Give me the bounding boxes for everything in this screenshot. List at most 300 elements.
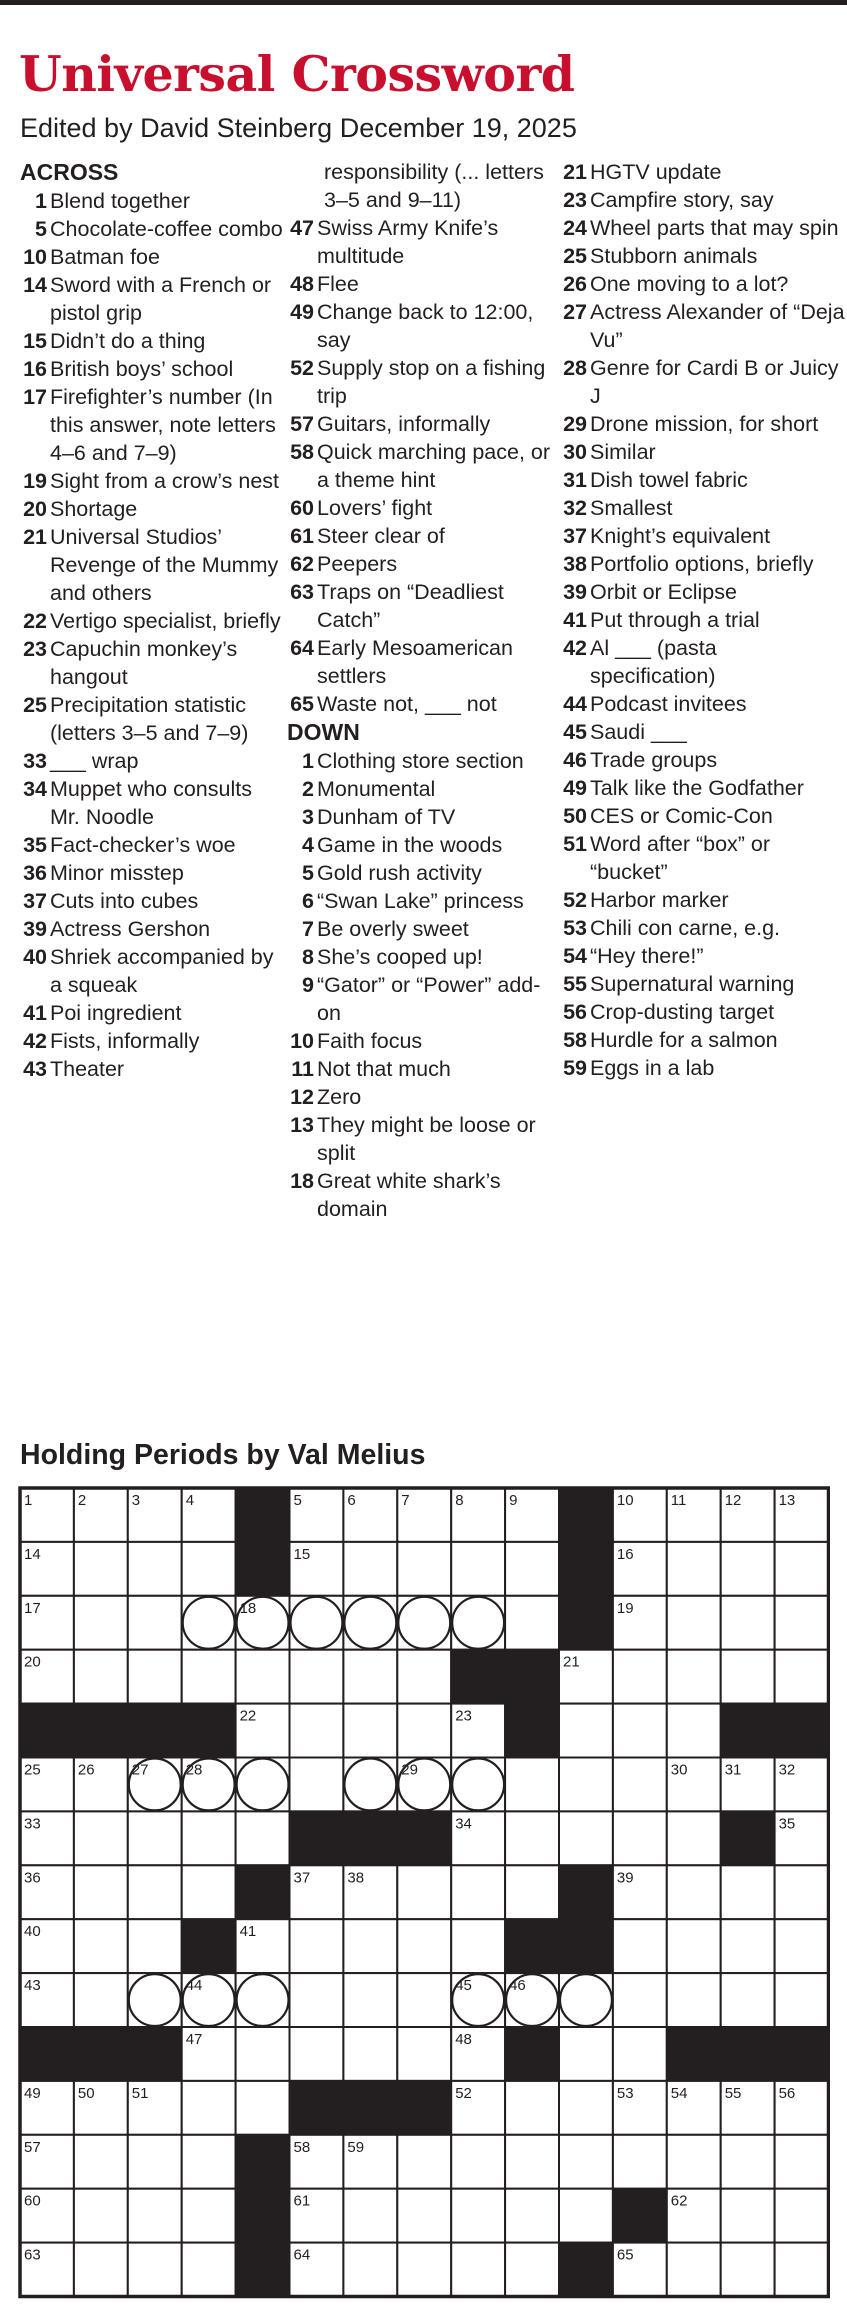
clue-item	[287, 214, 557, 270]
clue-item	[560, 466, 847, 494]
clue-item	[560, 802, 847, 830]
cell-number: 34	[455, 1815, 472, 1833]
cell-number: 22	[239, 1707, 257, 1725]
cell-number: 13	[778, 1492, 796, 1509]
clue-item	[560, 550, 847, 578]
clue-text: Stubborn animals	[590, 244, 758, 268]
grid-cell[interactable]	[182, 2135, 236, 2189]
clue-number: 26	[563, 272, 587, 296]
cell-number: 33	[24, 1815, 41, 1833]
clue-item	[287, 887, 557, 915]
clue-number: 46	[563, 748, 587, 772]
clue-number: 65	[290, 692, 314, 716]
clue-number: 25	[563, 244, 587, 268]
grid-cell[interactable]	[559, 2081, 613, 2135]
clue-item	[287, 690, 557, 718]
grid-cell[interactable]	[397, 1973, 451, 2027]
clue-item	[560, 410, 847, 438]
clue-number: 59	[563, 1056, 587, 1080]
grid-cell[interactable]	[721, 1919, 775, 1973]
cell-number: 1	[24, 1492, 33, 1509]
grid-block	[128, 2027, 182, 2081]
grid-cell[interactable]	[290, 1973, 344, 2027]
clue-text: “Gator” or “Power” add-on	[317, 973, 541, 1025]
clue-number: 22	[23, 609, 47, 633]
grid-cell[interactable]	[667, 1865, 721, 1919]
cell-number: 7	[401, 1492, 410, 1509]
grid-cell[interactable]	[667, 1704, 721, 1758]
grid-cell[interactable]	[613, 2027, 667, 2081]
grid-cell[interactable]	[721, 2135, 775, 2189]
grid-cell[interactable]	[775, 1919, 829, 1973]
cell-number: 35	[778, 1815, 796, 1833]
grid-cell[interactable]	[74, 2135, 128, 2189]
clue-text: HGTV update	[590, 160, 722, 184]
grid-block	[397, 2081, 451, 2135]
grid-cell[interactable]	[505, 1758, 559, 1812]
clue-text: Vertigo specialist, briefly	[50, 609, 281, 633]
clue-text: “Swan Lake” princess	[317, 889, 524, 913]
cell-number: 60	[24, 2192, 41, 2210]
grid-cell[interactable]	[721, 1650, 775, 1704]
grid-cell[interactable]	[128, 1596, 182, 1650]
clue-column-1	[20, 158, 285, 1083]
clue-item	[287, 410, 557, 438]
clue-number: 8	[302, 945, 314, 969]
grid-cell[interactable]	[236, 1811, 290, 1865]
grid-cell[interactable]	[236, 1650, 290, 1704]
grid-cell[interactable]	[182, 1811, 236, 1865]
clue-item	[287, 1111, 557, 1167]
grid-block	[74, 1704, 128, 1758]
grid-cell[interactable]	[290, 1758, 344, 1812]
grid-cell[interactable]	[128, 1811, 182, 1865]
grid-block	[182, 1704, 236, 1758]
grid-cell[interactable]	[290, 1650, 344, 1704]
cell-number: 25	[24, 1761, 41, 1779]
grid-cell[interactable]	[290, 1704, 344, 1758]
clue-number: 37	[23, 889, 47, 913]
clue-number: 11	[291, 1057, 314, 1081]
cell-number: 3	[131, 1492, 141, 1509]
grid-cell[interactable]	[721, 1542, 775, 1596]
grid-cell[interactable]	[128, 1919, 182, 1973]
grid-cell[interactable]	[505, 1596, 559, 1650]
cell-number: 36	[24, 1869, 41, 1887]
grid-cell[interactable]	[343, 2027, 397, 2081]
clue-number: 25	[23, 693, 47, 717]
clue-item	[287, 831, 557, 859]
grid-cell[interactable]	[397, 2135, 451, 2189]
clue-number: 48	[290, 272, 314, 296]
clue-item	[560, 158, 847, 186]
clue-text: Similar	[590, 440, 656, 464]
grid-cell[interactable]	[236, 2027, 290, 2081]
grid-cell[interactable]	[343, 1919, 397, 1973]
grid-cell[interactable]	[74, 1919, 128, 1973]
clue-item	[560, 522, 847, 550]
clue-text: Batman foe	[50, 245, 160, 269]
clue-number: 1	[35, 189, 47, 213]
grid-cell[interactable]	[667, 1596, 721, 1650]
clue-item	[560, 718, 847, 746]
grid-cell[interactable]	[128, 2135, 182, 2189]
clue-number: 55	[563, 972, 587, 996]
grid-block	[343, 1811, 397, 1865]
grid-cell[interactable]	[74, 2243, 128, 2297]
grid-cell[interactable]	[667, 1542, 721, 1596]
clue-item	[560, 746, 847, 774]
grid-cell[interactable]	[721, 1596, 775, 1650]
grid-cell[interactable]	[74, 1865, 128, 1919]
grid-cell[interactable]	[74, 1542, 128, 1596]
grid-cell[interactable]	[397, 1919, 451, 1973]
grid-block	[236, 2243, 290, 2297]
clue-item	[20, 859, 285, 887]
cell-number: 47	[185, 2031, 203, 2048]
clue-item	[560, 242, 847, 270]
clue-text: Knight’s equivalent	[590, 524, 771, 548]
clue-text: Al ___ (pasta specification)	[590, 636, 717, 688]
clue-number: 42	[563, 636, 587, 660]
cell-number: 44	[185, 1977, 203, 1995]
grid-cell[interactable]	[128, 1650, 182, 1704]
clue-text: Lovers’ fight	[317, 496, 433, 520]
grid-cell[interactable]	[559, 2189, 613, 2243]
cell-number: 52	[455, 2084, 472, 2102]
clue-text: Harbor marker	[590, 888, 729, 912]
clue-item	[20, 887, 285, 915]
grid-cell[interactable]	[505, 1542, 559, 1596]
grid-cell[interactable]	[613, 1758, 667, 1812]
grid-cell[interactable]	[451, 2243, 505, 2297]
clue-text: Wheel parts that may spin	[590, 216, 839, 240]
clue-item	[20, 691, 285, 747]
clue-item	[287, 915, 557, 943]
clue-number: 34	[23, 777, 47, 801]
clue-item	[287, 943, 557, 971]
grid-cell[interactable]	[559, 2135, 613, 2189]
grid-cell[interactable]	[182, 2243, 236, 2297]
grid-cell[interactable]	[613, 1811, 667, 1865]
clue-item	[20, 775, 285, 831]
grid-cell[interactable]	[343, 1973, 397, 2027]
grid-cell[interactable]	[128, 2189, 182, 2243]
clue-number: 54	[563, 944, 587, 968]
clue-item	[287, 578, 557, 634]
cell-number: 24	[509, 1707, 526, 1725]
grid-block	[721, 2027, 775, 2081]
clue-text: Portfolio options, briefly	[590, 552, 814, 576]
clue-item	[560, 186, 847, 214]
grid-cell[interactable]	[775, 1650, 829, 1704]
clue-text: Campfire story, say	[590, 188, 774, 212]
grid-block	[20, 1704, 74, 1758]
grid-cell[interactable]	[613, 1704, 667, 1758]
cell-number: 48	[455, 2031, 472, 2048]
clue-item	[20, 383, 285, 467]
grid-cell[interactable]	[505, 2081, 559, 2135]
clue-number: 50	[563, 804, 587, 828]
clue-text: Supply stop on a fishing trip	[317, 356, 546, 408]
grid-cell[interactable]	[721, 1973, 775, 2027]
clue-number: 39	[563, 580, 587, 604]
clue-item	[20, 327, 285, 355]
clue-item	[560, 970, 847, 998]
grid-cell[interactable]	[397, 2027, 451, 2081]
clue-text: Quick marching pace, or a theme hint	[317, 440, 551, 492]
crossword-grid[interactable]	[18, 1486, 830, 2299]
grid-cell[interactable]	[397, 2243, 451, 2297]
cell-number: 46	[509, 1977, 526, 1995]
clue-text: Faith focus	[317, 1029, 423, 1053]
grid-cell[interactable]	[721, 2243, 775, 2297]
clue-item	[20, 607, 285, 635]
clue-item	[287, 803, 557, 831]
clue-text: Put through a trial	[590, 608, 760, 632]
clue-number: 60	[290, 496, 314, 520]
clue-text: Change back to 12:00, say	[317, 300, 534, 352]
grid-cell[interactable]	[290, 2027, 344, 2081]
clue-text: Flee	[317, 272, 359, 296]
cell-number: 40	[24, 1923, 41, 1941]
grid-cell[interactable]	[397, 1865, 451, 1919]
clue-text: Precipitation statistic (letters 3–5 and 7–9)	[50, 693, 249, 745]
grid-block	[775, 1704, 829, 1758]
grid-cell[interactable]	[721, 2189, 775, 2243]
grid-block	[667, 2027, 721, 2081]
grid-cell[interactable]	[559, 1758, 613, 1812]
clue-text: Hurdle for a salmon	[590, 1028, 778, 1052]
grid-cell[interactable]	[613, 1919, 667, 1973]
grid-cell[interactable]	[775, 1973, 829, 2027]
clue-text: Dish towel fabric	[590, 468, 748, 492]
grid-block	[290, 2081, 344, 2135]
clue-number: 43	[23, 1057, 47, 1081]
clue-number: 62	[290, 552, 314, 576]
cell-number: 43	[24, 1977, 41, 1995]
clue-item	[560, 1026, 847, 1054]
clue-item	[20, 215, 285, 243]
grid-cell[interactable]	[397, 2189, 451, 2243]
grid-cell[interactable]	[74, 1650, 128, 1704]
clue-number: 15	[23, 329, 47, 353]
grid-cell[interactable]	[613, 1973, 667, 2027]
clue-section-heading: DOWN	[287, 719, 360, 745]
grid-block	[74, 2027, 128, 2081]
grid-block	[721, 1811, 775, 1865]
grid-block	[559, 1596, 613, 1650]
clue-text: Firefighter’s number (In this answer, note letters 4–6 and 7–9)	[50, 385, 276, 465]
cell-number: 50	[77, 2084, 95, 2102]
grid-cell[interactable]	[74, 1973, 128, 2027]
clue-item	[20, 1027, 285, 1055]
grid-cell[interactable]	[182, 2189, 236, 2243]
grid-cell[interactable]	[451, 2135, 505, 2189]
grid-cell[interactable]	[451, 1865, 505, 1919]
cell-number: 45	[455, 1977, 472, 1995]
cell-number: 32	[778, 1761, 796, 1779]
clue-number: 64	[290, 636, 314, 660]
grid-cell[interactable]	[236, 2081, 290, 2135]
clue-number: 63	[290, 580, 314, 604]
cell-number: 53	[616, 2084, 634, 2102]
clue-item	[20, 915, 285, 943]
cell-number: 11	[670, 1492, 687, 1509]
grid-cell[interactable]	[505, 1865, 559, 1919]
cell-number: 9	[509, 1492, 518, 1509]
cell-number: 27	[131, 1761, 149, 1779]
clue-number: 37	[563, 524, 587, 548]
grid-cell[interactable]	[397, 1650, 451, 1704]
clue-item	[560, 270, 847, 298]
grid-cell[interactable]	[343, 1650, 397, 1704]
grid-block	[128, 1704, 182, 1758]
cell-number: 10	[616, 1492, 634, 1509]
clue-text: They might be loose or split	[317, 1113, 536, 1165]
clue-text: Gold rush activity	[317, 861, 482, 885]
cell-number: 14	[24, 1545, 41, 1563]
clue-text: Chili con carne, e.g.	[590, 916, 781, 940]
cell-number: 29	[401, 1761, 418, 1779]
cell-number: 31	[724, 1761, 742, 1779]
grid-block	[236, 1865, 290, 1919]
clue-item	[20, 523, 285, 607]
grid-cell[interactable]	[667, 1919, 721, 1973]
clue-text: Cuts into cubes	[50, 889, 199, 913]
clue-text: Genre for Cardi B or Juicy J	[590, 356, 839, 408]
clue-number: 3	[302, 805, 314, 829]
cell-number: 26	[77, 1761, 95, 1779]
grid-cell[interactable]	[559, 1704, 613, 1758]
grid-cell[interactable]	[128, 1865, 182, 1919]
clue-number: 5	[302, 861, 314, 885]
grid-cell[interactable]	[343, 1542, 397, 1596]
grid-cell[interactable]	[559, 1811, 613, 1865]
grid-cell[interactable]	[775, 1596, 829, 1650]
cell-number: 17	[24, 1599, 41, 1617]
cell-number: 61	[293, 2192, 311, 2210]
clue-text: Didn’t do a thing	[50, 329, 206, 353]
grid-cell[interactable]	[613, 2135, 667, 2189]
grid-cell[interactable]	[775, 2189, 829, 2243]
grid-cell[interactable]	[182, 1865, 236, 1919]
grid-cell[interactable]	[451, 1542, 505, 1596]
cell-number: 37	[293, 1869, 311, 1887]
clue-number: 10	[290, 1029, 314, 1053]
clue-item	[287, 1027, 557, 1055]
clue-item	[287, 1167, 557, 1223]
clue-continuation: responsibility (... letters 3–5 and 9–11)	[324, 160, 544, 212]
clue-item	[20, 1055, 285, 1083]
grid-cell[interactable]	[128, 1542, 182, 1596]
grid-cell[interactable]	[667, 2243, 721, 2297]
cell-number: 63	[24, 2246, 41, 2264]
clue-item	[20, 187, 285, 215]
clue-text: Early Mesoamerican settlers	[317, 636, 513, 688]
clue-item	[560, 606, 847, 634]
clue-item	[560, 830, 847, 886]
grid-cell[interactable]	[775, 2243, 829, 2297]
grid-cell[interactable]	[505, 1811, 559, 1865]
clue-number: 28	[563, 356, 587, 380]
grid-cell[interactable]	[505, 2243, 559, 2297]
grid-cell[interactable]	[559, 2027, 613, 2081]
grid-cell[interactable]	[74, 1811, 128, 1865]
clue-item	[287, 775, 557, 803]
clue-item	[560, 690, 847, 718]
grid-cell[interactable]	[775, 1865, 829, 1919]
clue-number: 33	[23, 749, 47, 773]
grid-cell[interactable]	[182, 2081, 236, 2135]
clue-item	[287, 550, 557, 578]
grid-block	[613, 2189, 667, 2243]
clue-number: 9	[302, 973, 314, 997]
clue-number: 61	[290, 524, 314, 548]
grid-cell[interactable]	[667, 2135, 721, 2189]
grid-cell[interactable]	[721, 1865, 775, 1919]
grid-cell[interactable]	[290, 1919, 344, 1973]
clue-number: 45	[563, 720, 587, 744]
grid-cell[interactable]	[775, 2135, 829, 2189]
clue-number: 20	[23, 497, 47, 521]
clue-text: Capuchin monkey’s hangout	[50, 637, 238, 689]
grid-cell[interactable]	[397, 1542, 451, 1596]
grid-cell[interactable]	[74, 1596, 128, 1650]
grid-cell[interactable]	[343, 2189, 397, 2243]
grid-cell[interactable]	[397, 1704, 451, 1758]
clue-number: 21	[23, 525, 47, 549]
grid-cell[interactable]	[505, 2189, 559, 2243]
cell-number: 62	[670, 2192, 688, 2210]
clue-item	[20, 999, 285, 1027]
clue-text: Theater	[50, 1057, 125, 1081]
grid-cell[interactable]	[182, 1542, 236, 1596]
clue-text: Clothing store section	[317, 749, 524, 773]
clue-text: ___ wrap	[50, 749, 139, 773]
grid-cell[interactable]	[451, 2189, 505, 2243]
cell-number: 4	[185, 1492, 195, 1509]
grid-cell[interactable]	[775, 1542, 829, 1596]
cell-number: 12	[724, 1492, 742, 1509]
grid-cell[interactable]	[343, 2243, 397, 2297]
grid-cell[interactable]	[667, 1650, 721, 1704]
clue-number: 40	[23, 945, 47, 969]
cell-number: 2	[77, 1492, 87, 1509]
grid-cell[interactable]	[667, 1973, 721, 2027]
grid-cell[interactable]	[613, 1650, 667, 1704]
clue-text: Dunham of TV	[317, 805, 456, 829]
grid-cell[interactable]	[343, 1704, 397, 1758]
grid-cell[interactable]	[74, 2189, 128, 2243]
grid-cell[interactable]	[128, 2243, 182, 2297]
grid-cell[interactable]	[182, 1650, 236, 1704]
clue-text: Chocolate-coffee combo	[50, 217, 283, 241]
grid-block	[559, 1488, 613, 1542]
cell-number: 57	[24, 2138, 41, 2156]
clue-number: 39	[23, 917, 47, 941]
cell-number: 8	[455, 1492, 464, 1509]
grid-cell[interactable]	[505, 2135, 559, 2189]
grid-block	[505, 1919, 559, 1973]
grid-block	[236, 1542, 290, 1596]
clue-text: Waste not, ___ not	[317, 692, 497, 716]
grid-cell[interactable]	[667, 1811, 721, 1865]
grid-cell[interactable]	[451, 1919, 505, 1973]
clue-item	[560, 1054, 847, 1082]
clue-item	[287, 438, 557, 494]
clue-text: Fists, informally	[50, 1029, 200, 1053]
